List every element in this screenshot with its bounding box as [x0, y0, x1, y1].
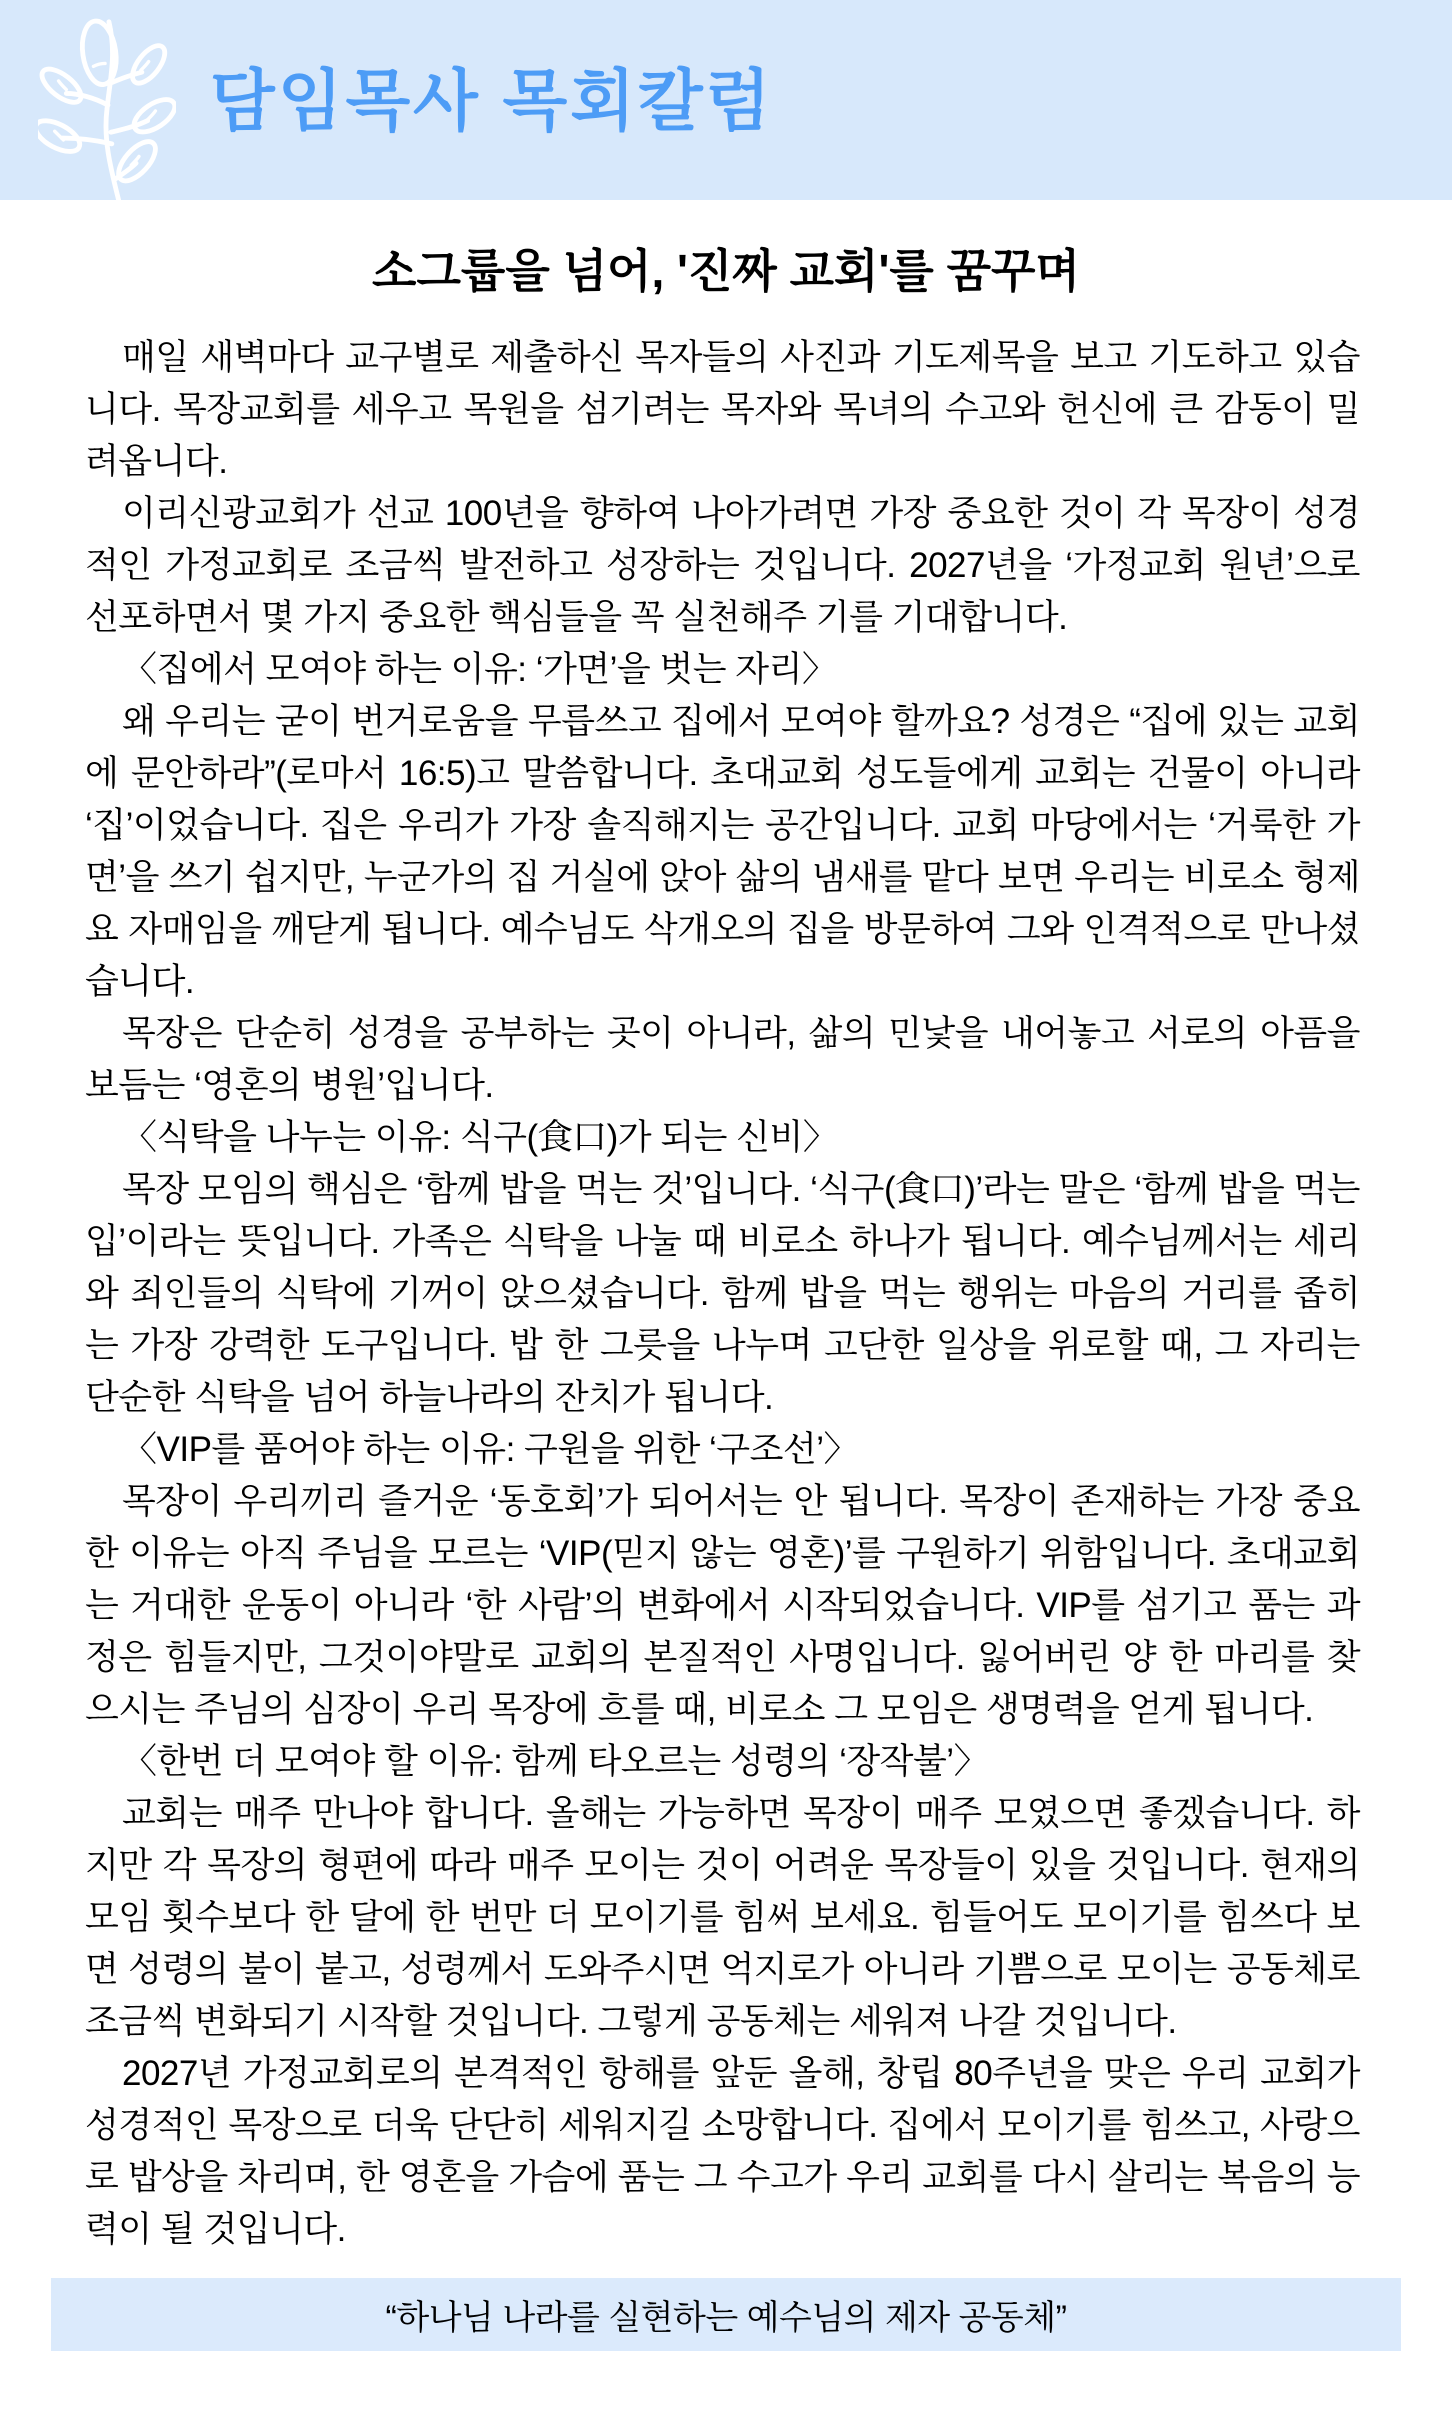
- section-heading: 〈집에서 모여야 하는 이유: ‘가면’을 벗는 자리〉: [122, 650, 837, 689]
- header-banner: [0, 0, 1452, 200]
- section-heading: 〈VIP를 품어야 하는 이유: 구원을 위한 ‘구조선’〉: [122, 1430, 858, 1469]
- body-paragraph: 왜 우리는 굳이 번거로움을 무릅쓰고 집에서 모여야 할까요? 성경은 “집에 있는 교회에 문안하라”(로마서 16:5)고 말씀합니다. 초대교회 성도들에게 교회는 건물이 아니라 ‘집’이었습니다. 집은 우리가 가장 솔직해지는 공간입니다. 교회 마당에서는 ‘거룩한 가면’을 쓰기 쉽지만, 누군가의 집 거실에 앉아 삶의 냄새를 맡다 보면 우리는 비로소 형제요 자매임을 깨닫게 됩니다. 예수님도 삭개오의 집을 방문하여 그와 인격적으로 만나셨습니다.: [85, 702, 1360, 1001]
- section-heading: 〈한번 더 모여야 할 이유: 함께 타오르는 성령의 ‘장작불’〉: [122, 1742, 989, 1781]
- body-paragraph: 목장이 우리끼리 즐거운 ‘동호회’가 되어서는 안 됩니다. 목장이 존재하는 가장 중요한 이유는 아직 주님을 모르는 ‘VIP(믿지 않는 영혼)’를 구원하기 위함입니다. 초대교회는 거대한 운동이 아니라 ‘한 사람’의 변화에서 시작되었습니다. VIP를 섬기고 품는 과정은 힘들지만, 그것이야말로 교회의 본질적인 사명입니다. 잃어버린 양 한 마리를 찾으시는 주님의 심장이 우리 목장에 흐를 때, 비로소 그 모임은 생명력을 얻게 됩니다.: [85, 1482, 1361, 1729]
- body-paragraph: 이리신광교회가 선교 100년을 향하여 나아가려면 가장 중요한 것이 각 목장이 성경적인 가정교회로 조금씩 발전하고 성장하는 것입니다. 2027년을 ‘가정교회 원년’으로 선포하면서 몇 가지 중요한 핵심들을 꼭 실천해주 기를 기대합니다.: [85, 494, 1360, 637]
- article-title: 소그룹을 넘어, '진짜 교회'를 꿈꾸며: [372, 245, 1080, 297]
- body-paragraph: 매일 새벽마다 교구별로 제출하신 목자들의 사진과 기도제목을 보고 기도하고 있습니다. 목장교회를 세우고 목원을 섬기려는 목자와 목녀의 수고와 헌신에 큰 감동이 밀려옵니다.: [85, 338, 1360, 481]
- body-paragraph: 목장 모임의 핵심은 ‘함께 밥을 먹는 것’입니다. ‘식구(食口)’라는 말은 ‘함께 밥을 먹는 입’이라는 뜻입니다. 가족은 식탁을 나눌 때 비로소 하나가 됩니다. 예수님께서는 세리와 죄인들의 식탁에 기꺼이 앉으셨습니다. 함께 밥을 먹는 행위는 마음의 거리를 좁히는 가장 강력한 도구입니다. 밥 한 그릇을 나누며 고단한 일상을 위로할 때, 그 자리는 단순한 식탁을 넘어 하늘나라의 잔치가 됩니다.: [85, 1170, 1360, 1417]
- motto-bar: [51, 2278, 1401, 2351]
- column-banner-title: 담임목사 목회칼럼: [210, 64, 774, 139]
- article-body: [85, 332, 1360, 2256]
- church-motto-text: “하나님 나라를 실현하는 예수님의 제자 공동체”: [385, 2299, 1067, 2337]
- section-heading: 〈식탁을 나누는 이유: 식구(食口)가 되는 신비〉: [122, 1118, 838, 1157]
- body-paragraph: 목장은 단순히 성경을 공부하는 곳이 아니라, 삶의 민낯을 내어놓고 서로의 아픔을 보듬는 ‘영혼의 병원’입니다.: [85, 1014, 1360, 1105]
- body-paragraph: 2027년 가정교회로의 본격적인 항해를 앞둔 올해, 창립 80주년을 맞은 우리 교회가 성경적인 목장으로 더욱 단단히 세워지길 소망합니다. 집에서 모이기를 힘쓰고, 사랑으로 밥상을 차리며, 한 영혼을 가슴에 품는 그 수고가 우리 교회를 다시 살리는 복음의 능력이 될 것입니다.: [85, 2054, 1360, 2249]
- branch-leaves-icon: [38, 16, 176, 200]
- body-paragraph: 교회는 매주 만나야 합니다. 올해는 가능하면 목장이 매주 모였으면 좋겠습니다. 하지만 각 목장의 형편에 따라 매주 모이는 것이 어려운 목장들이 있을 것입니다. 현재의 모임 횟수보다 한 달에 한 번만 더 모이기를 힘써 보세요. 힘들어도 모이기를 힘쓰다 보면 성령의 불이 붙고, 성령께서 도와주시면 억지로가 아니라 기쁨으로 모이는 공동체로 조금씩 변화되기 시작할 것입니다. 그렇게 공동체는 세워져 나갈 것입니다.: [85, 1794, 1360, 2041]
